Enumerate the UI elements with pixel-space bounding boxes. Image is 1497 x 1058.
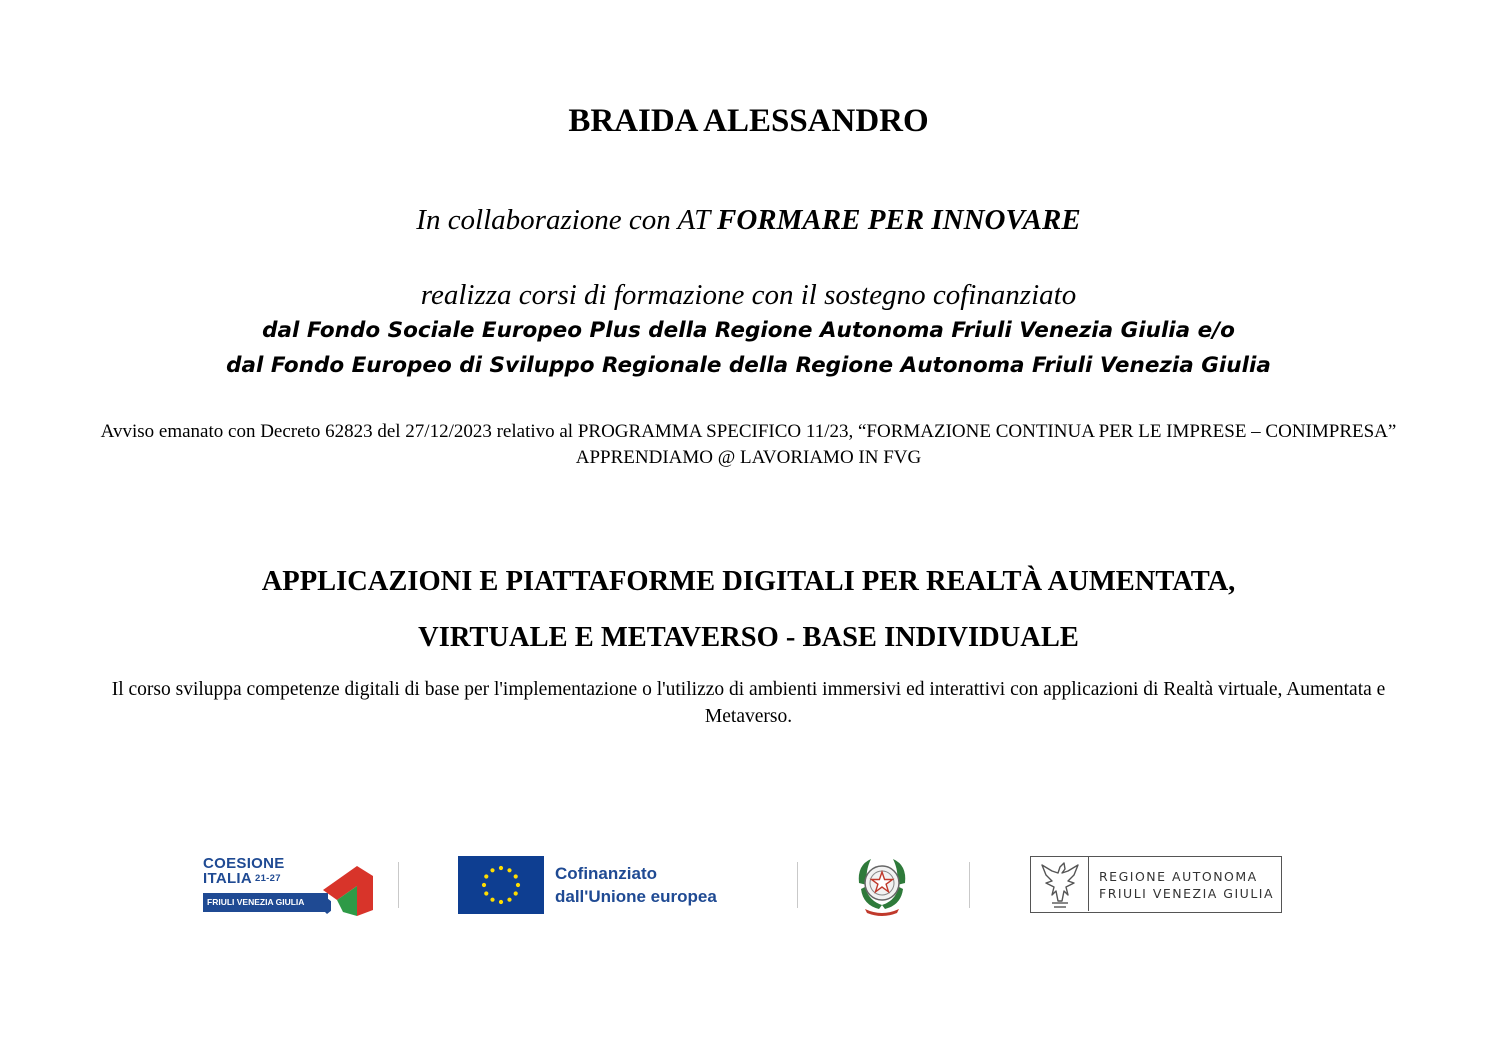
- logo-separator: [969, 862, 970, 908]
- realizza-line: realizza corsi di formazione con il sostegno cofinanziato: [420, 279, 1077, 311]
- coesione-line2-wrap: [203, 871, 281, 886]
- eu-line1: Cofinanziato: [555, 864, 657, 883]
- course-description: Il corso sviluppa competenze digitali di base per l'implementazione o l'utilizzo di ambienti immersivi ed interattivi con applicazioni di Realtà virtuale, Aumentata e Metaverso.: [111, 679, 1386, 727]
- logo-separator: [797, 862, 798, 908]
- avviso-text: Avviso emanato con Decreto 62823 del 27/12/2023 relativo al PROGRAMMA SPECIFICO 11/23, “FORMAZIONE CONTINUA PER LE IMPRESE – CONIMPRESA” APPRENDIAMO @ LAVORIAMO IN FVG: [100, 421, 1397, 468]
- collaboration-prefix: In collaborazione con AT: [416, 204, 710, 236]
- coesione-italia-logo: [203, 856, 378, 916]
- regione-line1: REGIONE AUTONOMA: [1099, 869, 1258, 884]
- coesione-years: 21-27: [255, 873, 281, 884]
- eu-text: [555, 862, 717, 908]
- fund-line-1: dal Fondo Sociale Europeo Plus della Regione Autonoma Friuli Venezia Giulia e/o: [262, 318, 1235, 343]
- regione-divider: [1088, 857, 1089, 911]
- eagle-icon: [1038, 861, 1082, 909]
- course-title-line-1: APPLICAZIONI E PIATTAFORME DIGITALI PER REALTÀ AUMENTATA,: [261, 566, 1236, 597]
- regione-fvg-logo: [1030, 856, 1282, 913]
- collaboration-organization: FORMARE PER INNOVARE: [717, 204, 1081, 236]
- eu-line2: dall'Unione europea: [555, 887, 717, 906]
- italian-republic-emblem-icon: [851, 853, 913, 917]
- logo-separator: [398, 862, 399, 908]
- regione-text: [1099, 868, 1274, 902]
- page-title: BRAIDA ALESSANDRO: [568, 103, 929, 139]
- coesione-mark-icon: [317, 856, 379, 916]
- course-title-line-2: VIRTUALE E METAVERSO - BASE INDIVIDUALE: [418, 622, 1079, 653]
- eu-cofinanziato-logo: [458, 856, 748, 914]
- fund-line-2: dal Fondo Europeo di Sviluppo Regionale della Regione Autonoma Friuli Venezia Giulia: [226, 353, 1271, 378]
- eu-flag-icon: [458, 856, 544, 914]
- coesione-line1: COESIONE: [203, 855, 285, 872]
- collaboration-line: [0, 204, 1497, 237]
- regione-line2: FRIULI VENEZIA GIULIA: [1099, 886, 1275, 901]
- coesione-line2: ITALIA: [203, 870, 253, 887]
- coesione-region-bar: FRIULI VENEZIA GIULIA: [203, 893, 328, 912]
